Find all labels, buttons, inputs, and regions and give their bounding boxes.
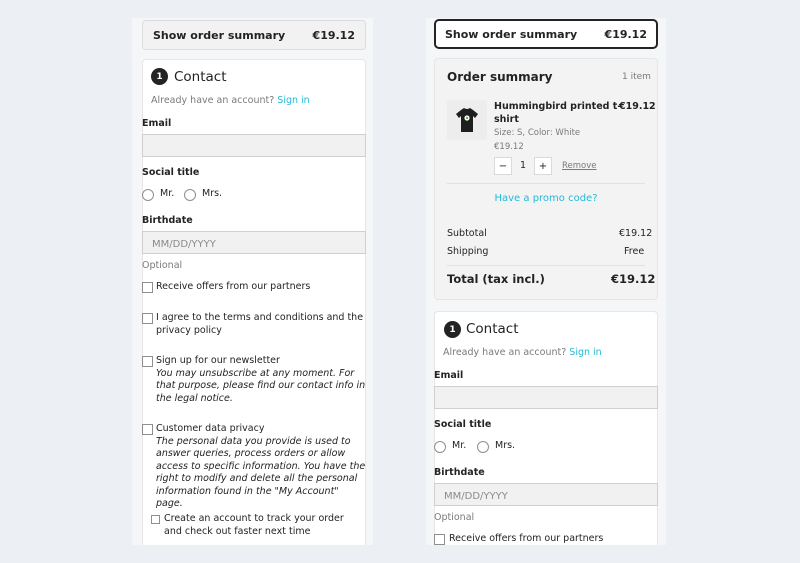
terms-label: [156, 312, 368, 337]
offers-label: Receive offers from our partners: [449, 533, 604, 544]
show-order-summary-button[interactable]: [142, 20, 366, 50]
summary-toggle-label: Show order summary: [445, 27, 578, 41]
email-field[interactable]: [434, 386, 658, 409]
email-input[interactable]: [143, 137, 365, 158]
total-value: €19.12: [611, 272, 656, 286]
account-prompt-text: Already have an account?: [151, 95, 275, 106]
newsletter-label-text: Sign up for our newsletter: [156, 355, 280, 366]
summary-toggle-label: Show order summary: [153, 28, 286, 42]
product-name-line2: shirt: [494, 114, 519, 125]
radio-mr[interactable]: [434, 441, 446, 453]
product-name-line1: Hummingbird printed t-: [494, 101, 622, 112]
radio-mrs[interactable]: [184, 189, 196, 201]
sign-in-link[interactable]: Sign in: [569, 347, 602, 358]
show-order-summary-button-active[interactable]: [434, 19, 658, 49]
quantity-increase-button[interactable]: +: [534, 157, 552, 175]
terms-label-line1: I agree to the terms and conditions and the: [156, 312, 364, 323]
privacy-note: The personal data you provide is used to answer queries, process orders or allow access to specific information. You have the right to modify and delete all the personal information found in the "My Account" page.: [156, 435, 366, 509]
quantity-decrease-button[interactable]: −: [494, 157, 512, 175]
summary-toggle-total: €19.12: [312, 28, 355, 42]
email-label: Email: [142, 118, 172, 129]
radio-mr-label: Mr.: [160, 188, 175, 199]
birthdate-optional-hint: Optional: [434, 512, 475, 523]
newsletter-checkbox[interactable]: [142, 356, 153, 367]
subtotal-value: €19.12: [619, 228, 653, 239]
contact-heading: Contact: [174, 69, 227, 85]
product-thumbnail[interactable]: [447, 100, 487, 140]
radio-mrs-label: Mrs.: [495, 440, 516, 451]
radio-mrs-label: Mrs.: [202, 188, 223, 199]
birthdate-label: Birthdate: [434, 467, 485, 478]
create-account-checkbox[interactable]: [151, 515, 160, 524]
summary-toggle-total: €19.12: [604, 27, 647, 41]
social-title-label: Social title: [142, 167, 200, 178]
sign-in-link[interactable]: Sign in: [277, 95, 310, 106]
create-account-label: Create an account to track your order and check out faster next time: [164, 513, 344, 537]
product-attributes: Size: S, Color: White: [494, 128, 581, 138]
newsletter-note: You may unsubscribe at any moment. For that purpose, please find our contact info in the legal notice.: [156, 367, 366, 404]
terms-label-line2: privacy policy: [156, 324, 222, 336]
account-prompt-text: Already have an account?: [443, 347, 567, 358]
offers-checkbox[interactable]: [434, 534, 445, 545]
terms-checkbox[interactable]: [142, 313, 153, 324]
shipping-label: Shipping: [447, 246, 489, 257]
promo-code-link[interactable]: Have a promo code?: [494, 193, 598, 204]
step-number-badge: 1: [151, 68, 168, 85]
birthdate-field[interactable]: [142, 231, 366, 254]
item-count: 1 item: [622, 72, 651, 82]
newsletter-label: [156, 355, 368, 405]
social-title-label: Social title: [434, 419, 492, 430]
email-field[interactable]: [142, 134, 366, 157]
privacy-label: [156, 423, 368, 511]
product-unit-price: €19.12: [494, 142, 524, 152]
product-price: €19.12: [619, 101, 656, 112]
account-prompt: [443, 347, 602, 358]
birthdate-input[interactable]: [435, 486, 657, 507]
summary-divider: [447, 183, 645, 184]
privacy-label-text: Customer data privacy: [156, 423, 265, 434]
subtotal-label: Subtotal: [447, 228, 487, 239]
birthdate-field[interactable]: [434, 483, 658, 506]
product-name[interactable]: [494, 100, 621, 126]
total-label: Total (tax incl.): [447, 272, 545, 286]
tshirt-image: [447, 100, 487, 140]
order-summary-title: Order summary: [447, 70, 553, 84]
radio-mrs[interactable]: [477, 441, 489, 453]
birthdate-label: Birthdate: [142, 215, 193, 226]
step-number-badge: 1: [444, 321, 461, 338]
email-input[interactable]: [435, 389, 657, 410]
birthdate-optional-hint: Optional: [142, 260, 183, 271]
birthdate-input[interactable]: [143, 234, 365, 255]
privacy-checkbox[interactable]: [142, 424, 153, 435]
order-summary-card: [434, 58, 658, 300]
radio-mr-label: Mr.: [452, 440, 467, 451]
offers-label: Receive offers from our partners: [156, 281, 311, 292]
email-label: Email: [434, 370, 464, 381]
shipping-value: Free: [624, 246, 645, 257]
total-divider: [447, 265, 645, 266]
radio-mr[interactable]: [142, 189, 154, 201]
offers-checkbox[interactable]: [142, 282, 153, 293]
account-prompt: [151, 95, 310, 106]
quantity-value: 1: [520, 160, 527, 171]
checkout-panel-expanded: [426, 18, 666, 545]
remove-item-link[interactable]: Remove: [562, 161, 597, 171]
contact-heading: Contact: [466, 321, 519, 337]
checkout-panel-collapsed: [132, 18, 373, 545]
